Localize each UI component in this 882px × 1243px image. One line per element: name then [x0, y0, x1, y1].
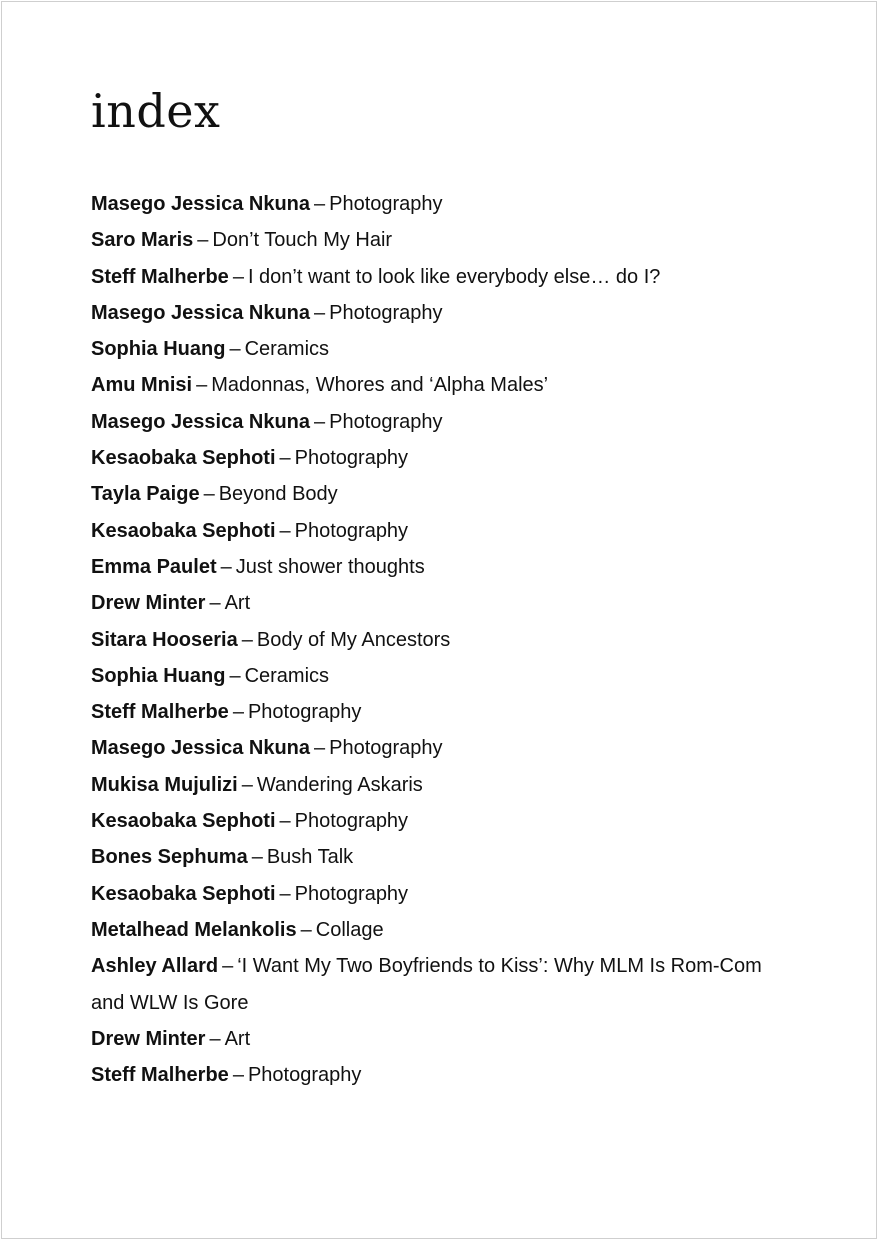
index-entry [91, 331, 791, 367]
index-entry [91, 186, 791, 222]
entry-work-title: Don’t Touch My Hair [212, 229, 393, 252]
entry-separator: – [196, 374, 208, 397]
index-entry [91, 622, 791, 658]
entry-separator: – [197, 229, 209, 252]
entry-work-title: Art [224, 1027, 251, 1050]
entry-work-title: I don’t want to look like everybody else… do I? [247, 265, 661, 288]
entry-author: Masego Jessica Nkuna [91, 737, 310, 760]
entry-work-title: ‘I Want My Two Boyfriends to Kiss’: Why MLM Is Rom-Com and WLW Is Gore [91, 955, 762, 1014]
index-entry [91, 1021, 791, 1057]
entry-separator: – [232, 701, 244, 724]
entry-separator: – [229, 664, 241, 687]
index-entry [91, 295, 791, 331]
entry-author: Emma Paulet [91, 555, 217, 578]
entry-separator: – [279, 447, 291, 470]
entry-work-title: Art [224, 592, 251, 615]
index-entry [91, 767, 791, 803]
entry-separator: – [203, 483, 215, 506]
entry-work-title: Photography [247, 1064, 362, 1087]
entry-author: Bones Sephuma [91, 846, 248, 869]
entry-author: Kesaobaka Sephoti [91, 519, 276, 542]
entry-work-title: Bush Talk [266, 846, 354, 869]
entry-separator: – [241, 773, 253, 796]
entry-author: Kesaobaka Sephoti [91, 810, 276, 833]
entry-author: Masego Jessica Nkuna [91, 193, 310, 215]
entry-author: Masego Jessica Nkuna [91, 301, 310, 324]
entry-separator: – [232, 1064, 244, 1087]
entry-author: Steff Malherbe [91, 1064, 229, 1087]
entry-author: Sophia Huang [91, 664, 226, 687]
index-entry [91, 585, 791, 621]
entry-separator: – [251, 846, 263, 869]
index-entry [91, 222, 791, 258]
entry-work-title: Ceramics [244, 664, 330, 687]
entry-work-title: Photography [294, 447, 409, 470]
index-entry [91, 948, 791, 1021]
index-entry [91, 367, 791, 403]
entry-work-title: Photography [247, 701, 362, 724]
entry-separator: – [314, 737, 326, 760]
entry-separator: – [229, 338, 241, 361]
entry-work-title: Ceramics [244, 338, 330, 361]
entry-author: Kesaobaka Sephoti [91, 882, 276, 905]
index-entry [91, 658, 791, 694]
entry-author: Kesaobaka Sephoti [91, 447, 276, 470]
entry-author: Amu Mnisi [91, 374, 193, 397]
entry-work-title: Photography [329, 737, 443, 760]
index-entry [91, 839, 791, 875]
entry-work-title: Beyond Body [218, 483, 338, 506]
entry-work-title: Wandering Askaris [256, 773, 423, 796]
entry-author: Drew Minter [91, 592, 206, 615]
entry-separator: – [314, 193, 326, 215]
index-entry [91, 440, 791, 476]
entry-work-title: Just shower thoughts [235, 555, 425, 578]
entry-work-title: Body of My Ancestors [256, 628, 451, 651]
index-entry [91, 1057, 791, 1093]
entry-separator: – [220, 555, 232, 578]
entry-separator: – [232, 265, 244, 288]
index-entry [91, 912, 791, 948]
index-entry [91, 803, 791, 839]
index-list [91, 186, 791, 1093]
entry-separator: – [222, 955, 234, 978]
entry-separator: – [241, 628, 253, 651]
index-entry [91, 259, 791, 295]
entry-author: Tayla Paige [91, 483, 200, 506]
index-entry [91, 549, 791, 585]
entry-author: Drew Minter [91, 1027, 206, 1050]
entry-work-title: Photography [329, 193, 443, 215]
entry-work-title: Collage [315, 918, 384, 941]
entry-separator: – [209, 592, 221, 615]
entry-work-title: Photography [294, 810, 409, 833]
index-entry [91, 404, 791, 440]
entry-separator: – [314, 410, 326, 433]
entry-author: Saro Maris [91, 229, 194, 252]
index-entry [91, 694, 791, 730]
entry-author: Steff Malherbe [91, 701, 229, 724]
entry-separator: – [209, 1027, 221, 1050]
entry-separator: – [314, 301, 326, 324]
entry-author: Sophia Huang [91, 338, 226, 361]
entry-work-title: Photography [329, 301, 443, 324]
entry-author: Sitara Hooseria [91, 628, 238, 651]
page-title: index [91, 84, 221, 138]
index-entry [91, 476, 791, 512]
entry-work-title: Madonnas, Whores and ‘Alpha Males’ [211, 374, 549, 397]
entry-work-title: Photography [294, 882, 409, 905]
entry-author: Metalhead Melankolis [91, 918, 297, 941]
document-page [1, 1, 877, 1239]
entry-separator: – [300, 918, 312, 941]
entry-author: Steff Malherbe [91, 265, 229, 288]
entry-separator: – [279, 519, 291, 542]
entry-author: Mukisa Mujulizi [91, 773, 238, 796]
entry-author: Ashley Allard [91, 955, 219, 978]
entry-author: Masego Jessica Nkuna [91, 410, 310, 433]
index-entry [91, 730, 791, 766]
index-entry [91, 876, 791, 912]
entry-separator: – [279, 810, 291, 833]
entry-work-title: Photography [294, 519, 409, 542]
index-entry [91, 513, 791, 549]
entry-work-title: Photography [329, 410, 443, 433]
entry-separator: – [279, 882, 291, 905]
